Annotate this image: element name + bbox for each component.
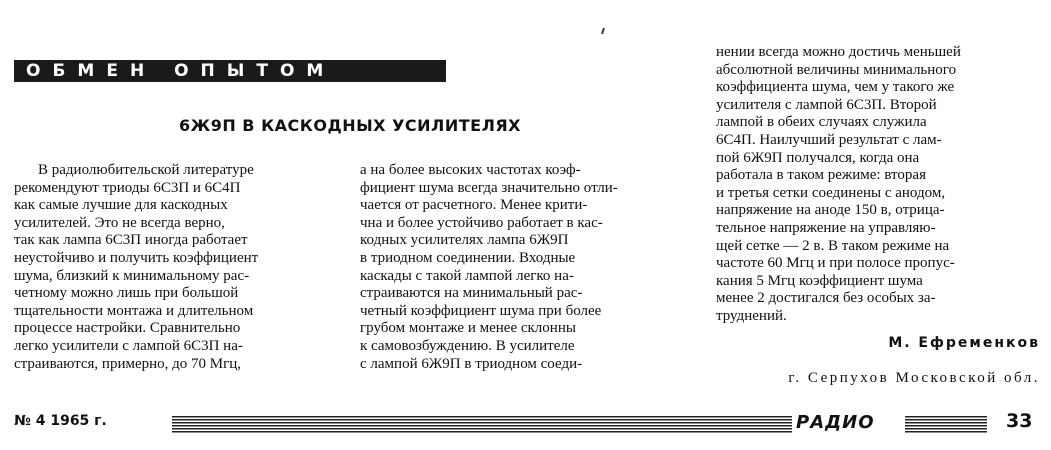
text-line: в триодном соединении. Входные bbox=[360, 249, 576, 266]
text-line: четный коэффициент шума при более bbox=[360, 302, 602, 319]
text-line: пой 6Ж9П получался, когда она bbox=[716, 149, 920, 166]
text-line: четному можно лишь при большой bbox=[14, 285, 239, 302]
text-line: нении всегда можно достичь меньшей bbox=[716, 44, 961, 60]
author-signature: М. Ефременков bbox=[888, 335, 1040, 351]
text-line: тщательности монтажа и длительном bbox=[14, 302, 254, 319]
text-line: труднений. bbox=[716, 307, 787, 324]
text-line: страиваются, примерно, до 70 Мгц, bbox=[14, 355, 242, 372]
text-line: усилителей. Это не всегда верно, bbox=[14, 214, 225, 231]
article-column-1 bbox=[14, 162, 334, 373]
text-line: тельное напряжение на управляю- bbox=[716, 219, 936, 236]
text-line: работала в таком режиме: вторая bbox=[716, 167, 926, 184]
text-line: легко усилители с лампой 6С3П на- bbox=[14, 337, 243, 354]
text-line: с лампой 6Ж9П в триодном соеди- bbox=[360, 355, 583, 372]
text-line: коэффициента шума, чем у такого же bbox=[716, 79, 955, 96]
footer-rule-right bbox=[905, 416, 987, 434]
text-line: менее 2 достигался без особых за- bbox=[716, 290, 936, 307]
section-banner: ОБМЕН ОПЫТОМ bbox=[14, 60, 446, 82]
author-location: г. Серпухов Московской обл. bbox=[788, 370, 1040, 386]
issue-number: № 4 1965 г. bbox=[14, 413, 107, 429]
text-line: грубом монтаже и менее склонны bbox=[360, 320, 576, 337]
text-line: кодных усилителях лампа 6Ж9П bbox=[360, 232, 569, 249]
text-line: усилителя с лампой 6С3П. Второй bbox=[716, 96, 937, 113]
magazine-name: РАДИО bbox=[796, 412, 875, 433]
page-number: 33 bbox=[1006, 410, 1033, 432]
article-title: 6Ж9П В КАСКОДНЫХ УСИЛИТЕЛЯХ bbox=[178, 116, 522, 135]
text-line: щей сетке — 2 в. В таком режиме на bbox=[716, 237, 950, 254]
text-line: к самовозбуждению. В усилителе bbox=[360, 337, 575, 354]
text-line: лампой в обеих случаях служила bbox=[716, 114, 927, 131]
text-line: как самые лучшие для каскодных bbox=[14, 197, 228, 214]
text-line: чна и более устойчиво работает в кас- bbox=[360, 214, 603, 231]
text-line: неустойчиво и получить коэффициент bbox=[14, 249, 259, 266]
text-line: а на более высоких частотах коэф- bbox=[360, 162, 581, 178]
text-line: процессе настройки. Сравнительно bbox=[14, 320, 241, 337]
text-line: так как лампа 6С3П иногда работает bbox=[14, 232, 248, 249]
text-line: каскады с такой лампой легко на- bbox=[360, 267, 574, 284]
print-speck bbox=[601, 28, 605, 34]
text-line: кания 5 Мгц коэффициент шума bbox=[716, 272, 923, 289]
article-column-3 bbox=[716, 44, 1040, 326]
text-line: 6С4П. Наилучший результат с лам- bbox=[716, 131, 942, 148]
text-line: и третья сетки соединены с анодом, bbox=[716, 184, 946, 201]
text-line: В радиолюбительской литературе bbox=[38, 162, 254, 178]
text-line: рекомендуют триоды 6С3П и 6С4П bbox=[14, 179, 241, 196]
text-line: страиваются на минимальный рас- bbox=[360, 285, 583, 302]
article-column-2 bbox=[360, 162, 688, 373]
text-line: фициент шума всегда значительно отли- bbox=[360, 179, 618, 196]
text-line: чается от расчетного. Менее крити- bbox=[360, 197, 588, 214]
text-line: напряжение на аноде 150 в, отрица- bbox=[716, 202, 945, 219]
text-line: частоте 60 Мгц и при полосе пропус- bbox=[716, 255, 955, 272]
text-line: абсолютной величины минимального bbox=[716, 61, 957, 78]
text-line: шума, близкий к минимальному рас- bbox=[14, 267, 250, 284]
footer-rule-left bbox=[172, 416, 792, 434]
